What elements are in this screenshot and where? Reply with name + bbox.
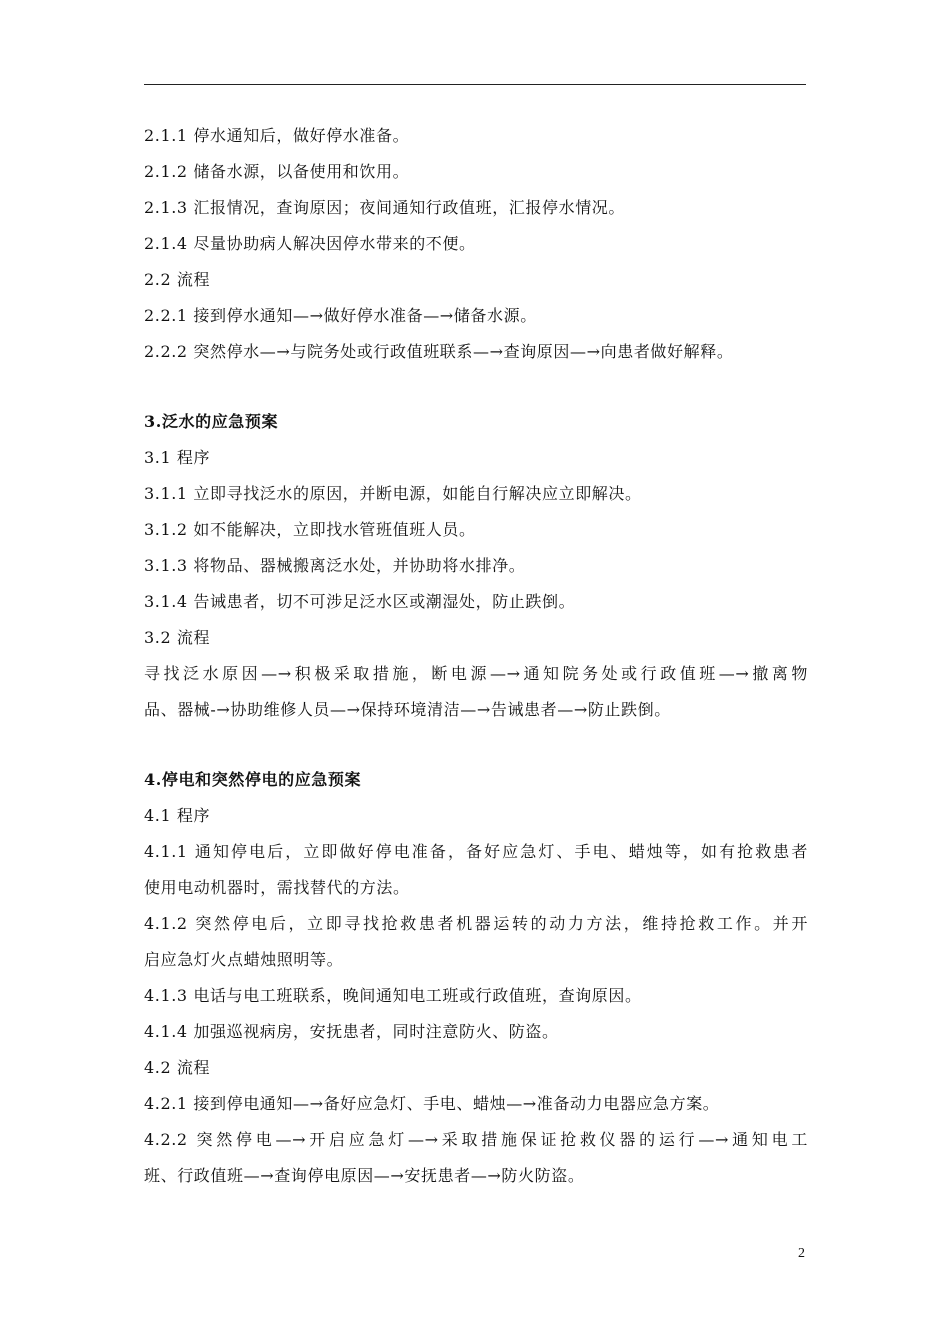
paragraph: 2.1.4 尽量协助病人解决因停水带来的不便。 — [144, 234, 476, 253]
paragraph: 4.1.3 电话与电工班联系，晚间通知电工班或行政值班，查询原因。 — [144, 986, 642, 1005]
paragraph: 4.1.2 突然停电后，立即寻找抢救患者机器运转的动力方法，维持抢救工作。并开 — [144, 914, 808, 933]
paragraph: 启应急灯火点蜡烛照明等。 — [144, 950, 344, 969]
section-heading: 3.泛水的应急预案 — [144, 412, 279, 431]
header-rule — [144, 84, 806, 85]
paragraph: 4.2.2 突然停电—→开启应急灯—→采取措施保证抢救仪器的运行—→通知电工 — [144, 1130, 808, 1149]
paragraph: 2.1.2 储备水源，以备使用和饮用。 — [144, 162, 410, 181]
section-2-continued — [144, 118, 808, 370]
paragraph: 4.1.4 加强巡视病房，安抚患者，同时注意防火、防盗。 — [144, 1022, 559, 1041]
subheading: 2.2 流程 — [144, 270, 211, 289]
paragraph: 寻找泛水原因—→积极采取措施，断电源—→通知院务处或行政值班—→撤离物 — [144, 664, 808, 683]
paragraph: 4.1.1 通知停电后，立即做好停电准备，备好应急灯、手电、蜡烛等，如有抢救患者 — [144, 842, 808, 861]
document-body — [144, 118, 808, 1194]
paragraph: 品、器械-→协助维修人员—→保持环境清洁—→告诫患者—→防止跌倒。 — [144, 700, 671, 719]
paragraph: 2.2.2 突然停水—→与院务处或行政值班联系—→查询原因—→向患者做好解释。 — [144, 342, 734, 361]
paragraph: 3.1.2 如不能解决，立即找水管班值班人员。 — [144, 520, 476, 539]
paragraph: 4.2.1 接到停电通知—→备好应急灯、手电、蜡烛—→准备动力电器应急方案。 — [144, 1094, 720, 1113]
paragraph: 2.2.1 接到停水通知—→做好停水准备—→储备水源。 — [144, 306, 537, 325]
section-heading: 4.停电和突然停电的应急预案 — [144, 770, 362, 789]
subheading: 3.1 程序 — [144, 448, 211, 467]
subheading: 3.2 流程 — [144, 628, 211, 647]
subheading: 4.2 流程 — [144, 1058, 211, 1077]
paragraph: 使用电动机器时，需找替代的方法。 — [144, 878, 410, 897]
paragraph: 3.1.4 告诫患者，切不可涉足泛水区或潮湿处，防止跌倒。 — [144, 592, 576, 611]
subheading: 4.1 程序 — [144, 806, 211, 825]
paragraph: 2.1.3 汇报情况，查询原因；夜间通知行政值班，汇报停水情况。 — [144, 198, 625, 217]
paragraph: 2.1.1 停水通知后，做好停水准备。 — [144, 126, 410, 145]
paragraph: 3.1.3 将物品、器械搬离泛水处，并协助将水排净。 — [144, 556, 526, 575]
paragraph: 班、行政值班—→查询停电原因—→安抚患者—→防火防盗。 — [144, 1166, 585, 1185]
section-4 — [144, 762, 808, 1194]
section-3 — [144, 404, 808, 728]
paragraph: 3.1.1 立即寻找泛水的原因，并断电源，如能自行解决应立即解决。 — [144, 484, 642, 503]
page-number: 2 — [798, 1246, 805, 1261]
